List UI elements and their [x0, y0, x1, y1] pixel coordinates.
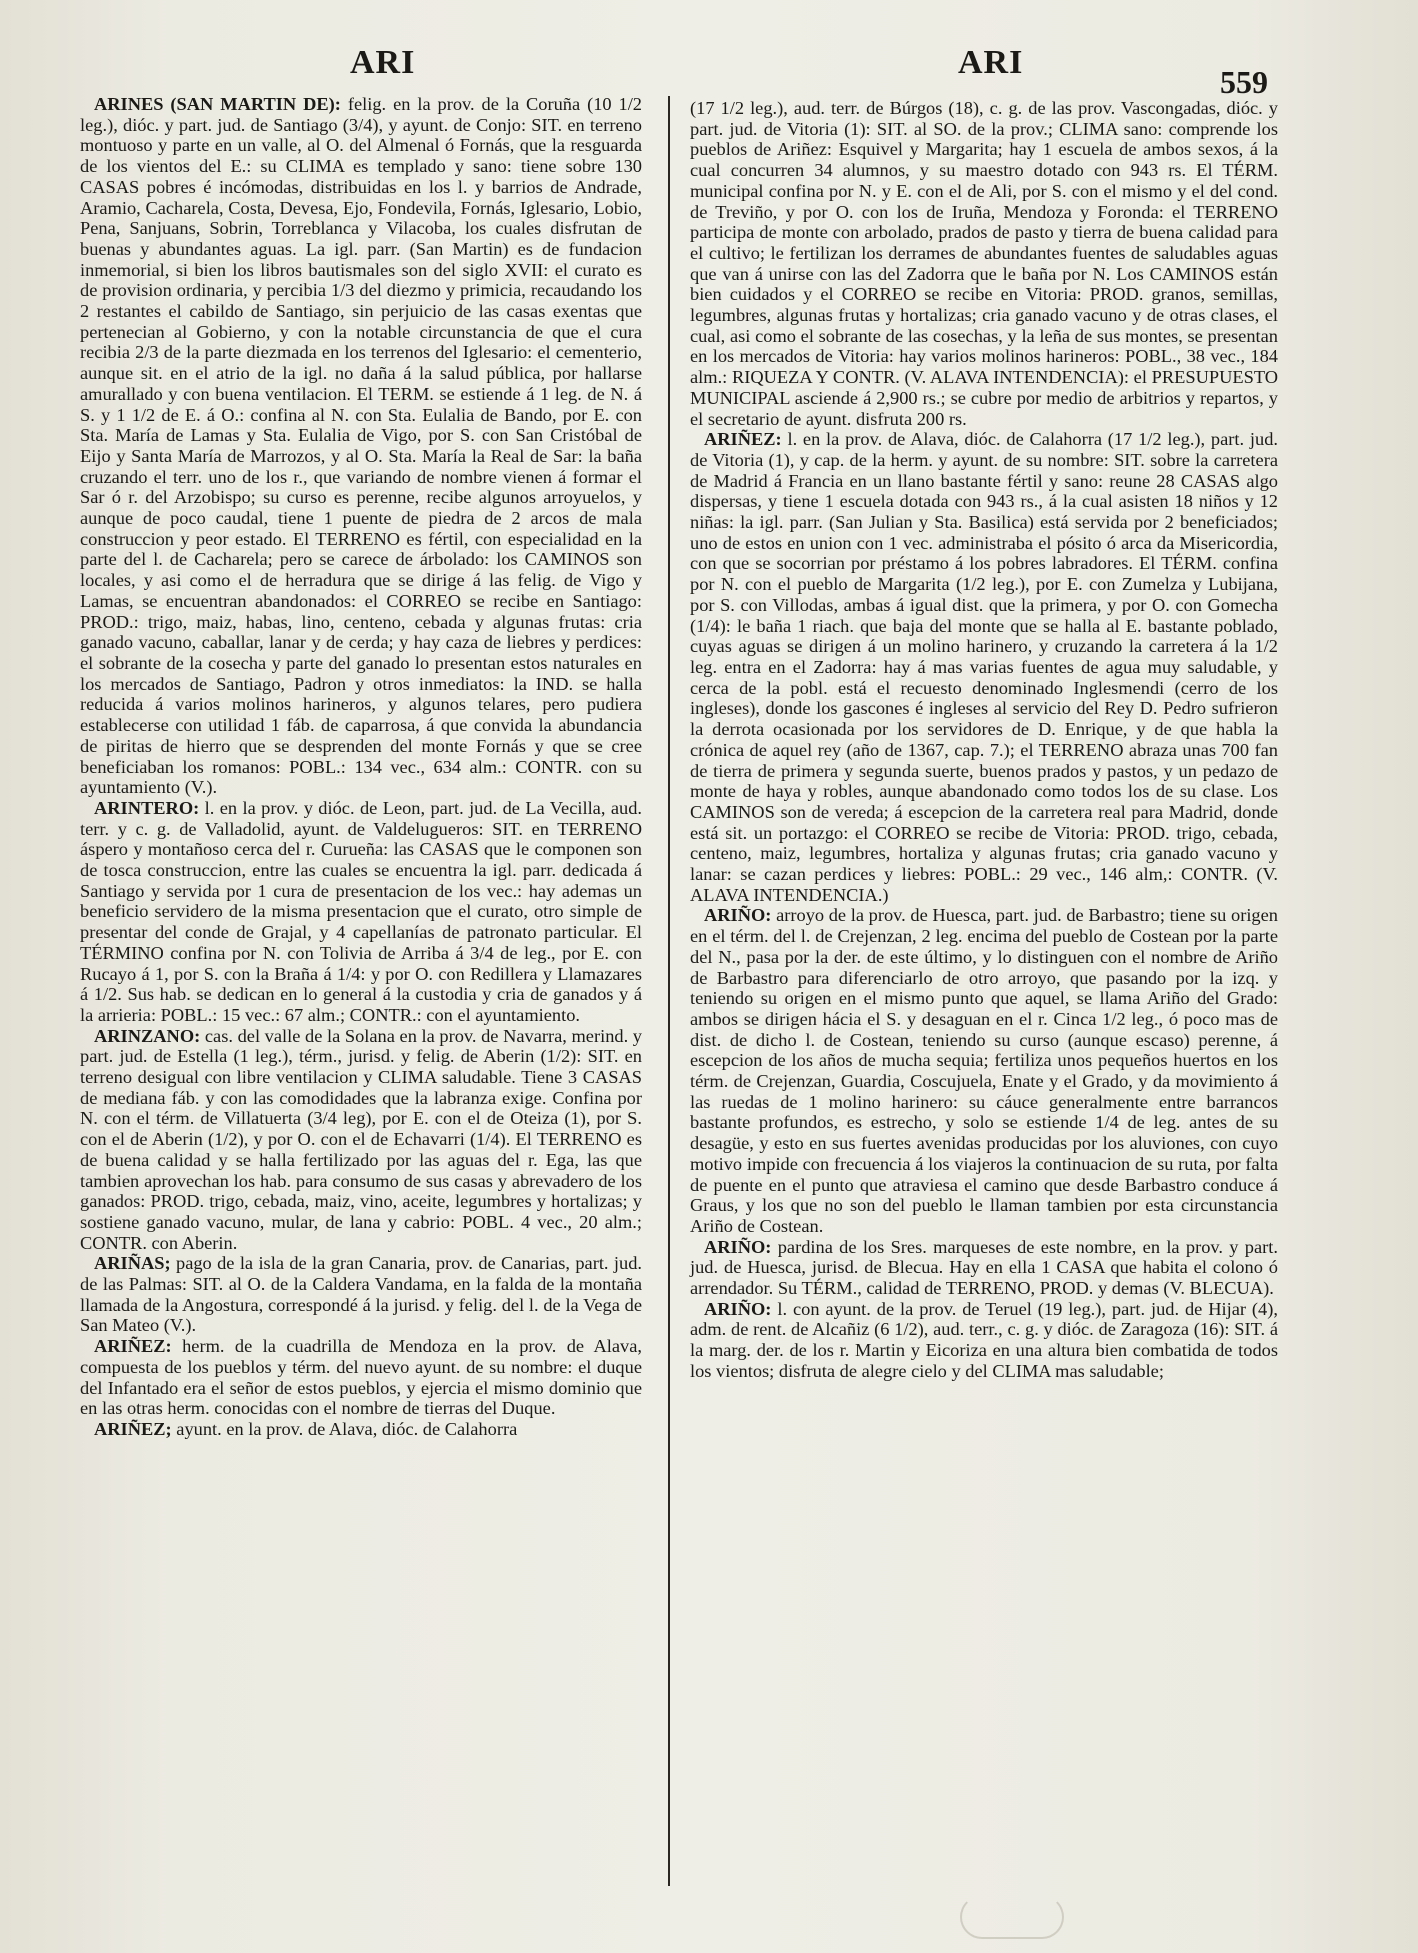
entry-text: l. con ayunt. de la prov. de Teruel (19 leg.), part. jud. de Hijar (4), adm. de rent. de Alcañiz (6 1/2), aud. terr., c. g. y dióc. de Zaragoza (16): SIT. á la marg. der. de los r. Martin y Eicoriza en una altura bien combatida de todos los vientos; disfruta de alegre cielo y del CLIMA mas saludable; — [690, 1298, 1278, 1381]
entry-headword: ARIÑAS; — [94, 1253, 171, 1274]
dictionary-entry — [690, 98, 1278, 429]
dictionary-entry — [690, 1299, 1278, 1382]
dictionary-entry — [690, 905, 1278, 1236]
right-column — [690, 98, 1278, 1382]
dictionary-entry — [80, 798, 642, 1026]
entry-headword: ARINTERO: — [94, 797, 200, 818]
entry-headword: ARIÑEZ: — [704, 429, 782, 450]
entry-headword: ARIÑEZ; — [94, 1419, 172, 1439]
entry-text: l. en la prov. y dióc. de Leon, part. jud. de La Vecilla, aud. terr. y c. g. de Valladolid, ayunt. de Valdelugueros: SIT. en TERRENO áspero y montañoso cerca del r. Curueña: las CASAS que le componen son de tosca construccion, entre las cuales se encuentra la igl. parr. dedicada á Santiago y servida por 1 cura de presentacion de los vec.: hay ademas un beneficio servidero de la misma presentacion que el curato, otro simple de presentar del conde de Grajal, y 4 capellanías de patronato particular. El TÉRMINO confina por N. con Tolivia de Arriba á 3/4 de leg., por E. con Rucayo á 1, por S. con la Braña á 1/4: y por O. con Redillera y Llamazares á 1/2. Sus hab. se dedican en lo general á la custodia y cria de ganados y á la arrieria: POBL.: 15 vec.: 67 alm.; CONTR.: con el ayuntamiento. — [80, 797, 642, 1025]
running-head-left: ARI — [350, 44, 416, 81]
page-number: 559 — [1220, 64, 1268, 100]
dictionary-entry — [80, 94, 642, 798]
dictionary-entry — [690, 429, 1278, 905]
entry-headword: ARINES (SAN MARTIN DE): — [94, 94, 341, 114]
entry-text: pardina de los Sres. marqueses de este nombre, en la prov. y part. jud. de Huesca, jurisd. de Blecua. Hay en ella 1 CASA que habita el colono ó arrendador. Su TÉRM., calidad de TERRENO, PROD. y demas (V. BLECUA). — [690, 1236, 1278, 1299]
dictionary-entry — [80, 1419, 642, 1440]
entry-text: l. en la prov. de Alava, dióc. de Calahorra (17 1/2 leg.), part. jud. de Vitoria (1), y cap. de la herm. y ayunt. de su nombre: SIT. sobre la carretera de Madrid á Francia en un llano bastante fértil y sano: reune 28 CASAS algo dispersas, y tiene 1 escuela dotada con 943 rs., á la cual asisten 18 niños y 12 niñas: la igl. parr. (San Julian y Sta. Basilica) está servida por 2 beneficiados; uno de estos en union con 1 vec. administraba el pósito ó arca da Misericordia, con que se socorrian por préstamo á los pobres labradores. El TÉRM. confina por N. con el pueblo de Margarita (1/2 leg.), por E. con Zumelza y Lubijana, por S. con Villodas, ambas á igual dist. que la primera, y por O. con Gomecha (1/4): le baña 1 riach. que baja del monte que se halla al E. bastante poblado, cuyas aguas se dirigen á un molino harinero, y cruzando la carretera á la 1/2 leg. entra en el Zadorra: hay á mas varias fuentes de agua muy saludable, y cerca de la pobl. está el recuesto denominado Inglesmendi (cerro de los ingleses), donde los gascones é ingleses al servicio del Rey D. Pedro sufrieron la derrota ocasionada por los servidores de D. Enrique, y de que habla la crónica de aquel rey (año de 1367, cap. 7.); el TERRENO abraza unas 700 fan de tierra de primera y segunda suerte, buenos prados y pastos, y un pedazo de monte de haya y robles, aunque abandonado como todos los de su clase. Los CAMINOS son de vereda; á escepcion de la carretera real para Madrid, donde está sit. un portazgo: el CORREO se recibe de Vitoria: PROD. trigo, cebada, centeno, maiz, legumbres, hortaliza y algunas frutas; cria ganado vacuno y lanar: se cazan perdices y liebres: POBL.: 29 vec., 146 alm,: CONTR. (V. ALAVA INTENDENCIA.) — [690, 429, 1278, 905]
dictionary-entry — [80, 1336, 642, 1419]
entry-headword: ARIÑO: — [704, 1298, 772, 1319]
entry-headword: ARIÑEZ: — [94, 1336, 172, 1357]
entry-headword: ARIÑO: — [704, 1236, 772, 1257]
entry-text: pago de la isla de la gran Canaria, prov. de Canarias, part. jud. de las Palmas: SIT. al O. de la Caldera Vandama, en la falda de la montaña llamada de la Angostura, correspondé á la jurisd. y felig. del l. de la Vega de San Mateo (V.). — [80, 1253, 642, 1336]
dictionary-entry — [80, 1026, 642, 1254]
entry-text: felig. en la prov. de la Coruña (10 1/2 leg.), dióc. y part. jud. de Santiago (3/4), y ayunt. de Conjo: SIT. en terreno montuoso y parte en un valle, al O. del Almenal ó Fornás, que la resguarda de los vientos del E.: su CLIMA es templado y sano: tiene sobre 130 CASAS pobres é incómodas, distribuidas en los l. y barrios de Andrade, Aramio, Cacharela, Costa, Devesa, Ejo, Fondevila, Fornás, Iglesario, Lobio, Pena, Sanjuans, Sobrin, Torreblanca y Vilacoba, los cuales disfrutan de buenas y abundantes aguas. La igl. parr. (San Martin) es de fundacion inmemorial, si bien los libros bautismales son del siglo XVII: el curato es de provision ordinaria, y percibia 1/3 del diezmo y primicia, recaudando los 2 restantes el cabildo de Santiago, sin perjuicio de las casas exentas que pertenecian al Gobierno, y con la notable circunstancia de que el cura recibia 2/3 de la parte diezmada en los terrenos del Iglesario: el cementerio, aunque sit. en el atrio de la igl. no daña á la salud pública, por hallarse amurallado y con buena ventilacion. El TERM. se estiende á 1 leg. de N. á S. y 1 1/2 de E. á O.: confina al N. con Sta. Eulalia de Bando, por E. con Sta. María de Lamas y Sta. Eulalia de Vigo, por S. con San Cristóbal de Eijo y Santa María de Marrozos, y al O. Sta. María la Real de Sar: la baña cruzando el terr. uno de los r., que variando de nombre vienen á formar el Sar ó r. del Arzobispo; su curso es perenne, recibe algunos arroyuelos, y aunque de poco caudal, tiene 1 puente de piedra de 2 arcos de mala construccion y peor estado. El TERRENO es fértil, con especialidad en la parte del l. de Cacharela; pero se carece de árbolado: los CAMINOS son locales, y asi como el de herradura que se dirige á las felig. de Vigo y Lamas, se encuentran abandonados: el CORREO se recibe en Santiago: PROD.: trigo, maiz, habas, lino, centeno, cebada y algunas frutas: cria ganado vacuno, caballar, lanar y de cerda; y hay caza de liebres y perdices: el sobrante de la cosecha y parte del ganado lo presentan estos naturales en los mercados de Santiago, Padron y otros inmediatos: la IND. se halla reducida á varios molinos harineros, y algunos telares, pero pudiera establecerse con utilidad 1 fáb. de caparrosa, á que convida la abundancia de piritas de hierro que se desprenden del monte Fornás y que se cree beneficiaban los romanos: POBL.: 134 vec., 634 alm.: CONTR. con su ayuntamiento (V.). — [80, 94, 642, 798]
dictionary-entry — [690, 1237, 1278, 1299]
scan-mark — [960, 1895, 1064, 1939]
left-column — [80, 94, 642, 1440]
column-divider — [668, 96, 670, 1886]
entry-text: (17 1/2 leg.), aud. terr. de Búrgos (18), c. g. de las prov. Vascongadas, dióc. y part. jud. de Vitoria (1): SIT. al SO. de la prov.; CLIMA sano: comprende los pueblos de Ariñez: Esquivel y Margarita; hay 1 escuela de ambos sexos, á la cual concurren 34 alumnos, y su maestro dotado con 943 rs. El TÉRM. municipal confina por N. y E. con el de Ali, por S. con el mismo y el del cond. de Treviño, y por O. con los de Iruña, Mendoza y Foronda: el TERRENO participa de monte con arbolado, prados de pasto y tierra de buena calidad para el cultivo; le fertilizan los derrames de abundantes fuentes de saludables aguas que van á unirse con las del Zadorra que le baña por N. Los CAMINOS están bien cuidados y el CORREO se recibe en Vitoria: PROD. granos, semillas, legumbres, algunas frutas y hortalizas; cria ganado vacuno y de otras clases, el cual, asi como el sobrante de las cosechas, y la leña de sus montes, se presentan en los mercados de Vitoria: hay varios molinos harineros: POBL., 38 vec., 184 alm.: RIQUEZA Y CONTR. (V. ALAVA INTENDENCIA): el PRESUPUESTO MUNICIPAL asciende á 2,900 rs.; se cubre por medio de arbitrios y repartos, y el secretario de ayunt. disfruta 200 rs. — [690, 98, 1278, 429]
entry-text: herm. de la cuadrilla de Mendoza en la prov. de Alava, compuesta de los pueblos y térm. del nuevo ayunt. de su nombre: el duque del Infantado era el señor de estos pueblos, y ejercia el mismo dominio que en las otras herm. conocidas con el nombre de tierras del Duque. — [80, 1336, 642, 1419]
entry-text: ayunt. en la prov. de Alava, dióc. de Calahorra — [176, 1419, 518, 1439]
dictionary-entry — [80, 1253, 642, 1336]
entry-text: cas. del valle de la Solana en la prov. de Navarra, merind. y part. jud. de Estella (1 leg.), térm., jurisd. y felig. de Aberin (1/2): SIT. en terreno desigual con libre ventilacion y CLIMA saludable. Tiene 3 CASAS de mediana fáb. y con las comodidades que la labranza exige. Confina por N. con el térm. de Villatuerta (3/4 leg), por E. con el de Oteiza (1), por S. con el de Aberin (1/2), y por O. con el de Echavarri (1/4). El TERRENO es de buena calidad y se halla fertilizado por las aguas del r. Ega, las que tambien aprovechan los hab. para consumo de sus casas y abrevadero de los ganados: PROD. trigo, cebada, maiz, vino, aceite, legumbres y hortalizas; y sostiene ganado vacuno, mular, de lana y cabrio: POBL. 4 vec., 20 alm.; CONTR. con Aberin. — [80, 1025, 642, 1253]
running-head-right: ARI — [958, 44, 1024, 81]
entry-text: arroyo de la prov. de Huesca, part. jud. de Barbastro; tiene su origen en el térm. del l. de Crejenzan, 2 leg. encima del pueblo de Costean por la parte del N., pasa por la der. de este último, y lo distinguen con el nombre de Ariño de Barbastro para diferenciarlo de otro arroyo, que pasando por la izq. y teniendo su origen en el mismo punto que aquel, se llama Ariño del Grado: ambos se dirigen hácia el S. y desaguan en el r. Cinca 1/2 leg., ó poco mas de dist. de dicho l. de Costean, teniendo su curso (aunque escaso) perenne, á escepcion de los años de mucha sequia; fertiliza unos pequeños huertos en los térm. de Crejenzan, Guardia, Coscujuela, Enate y el Grado, y da movimiento á las ruedas de 1 molino harinero: su cáuce generalmente entre barrancos bastante profundos, es estrecho, y solo se estiende 1/4 de leg. antes de su desagüe, y esto en sus fuertes avenidas producidas por los aluviones, con cuyo motivo impide con frecuencia á los viajeros la continuacion de su ruta, por falta de puente en el punto que atraviesa el camino que desde Barbastro conduce á Graus, y los que no son del pueblo le llaman tambien por esta circunstancia Ariño de Costean. — [690, 905, 1278, 1236]
entry-headword: ARIÑO: — [704, 905, 772, 926]
entry-headword: ARINZANO: — [94, 1025, 201, 1046]
